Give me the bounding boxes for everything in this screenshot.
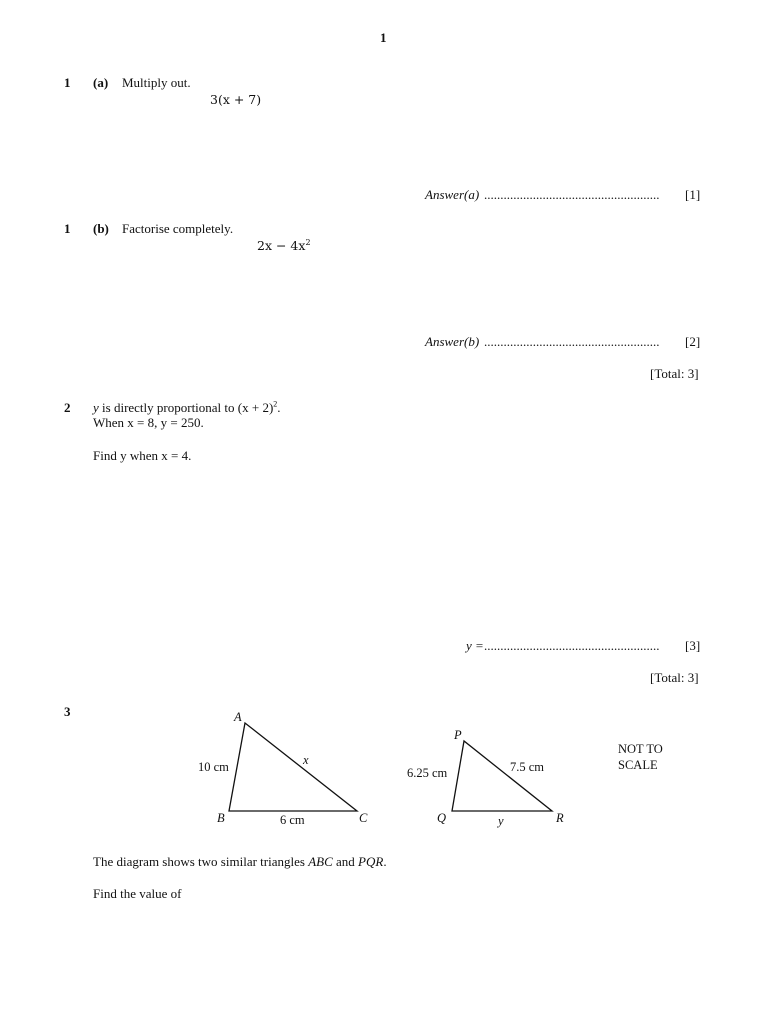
triangle-abc (229, 723, 357, 811)
q1-total: [Total: 3] (650, 366, 699, 381)
q3-statement-pqr: PQR (358, 854, 384, 869)
vertex-r-label: R (556, 811, 564, 825)
q2-var-y: y (93, 400, 99, 415)
vertex-q-label: Q (437, 811, 447, 825)
side-qr-label: y (498, 814, 504, 828)
q1b-expression (257, 237, 311, 253)
vertex-a-label: A (234, 710, 242, 724)
q2-marks: [3] (685, 638, 701, 653)
q1b-expression-exponent: 2 (305, 237, 311, 247)
vertex-c-label: C (359, 811, 368, 825)
question-1-number: 1 (64, 75, 71, 90)
side-ac-label: x (303, 753, 309, 767)
q1a-expression: 3(x + 7) (210, 92, 262, 107)
side-bc-label: 6 cm (280, 813, 305, 827)
q2-line1-end: . (277, 400, 281, 415)
q1b-label: (b) (93, 221, 109, 236)
similar-triangles-diagram (190, 705, 710, 835)
question-1b-number: 1 (64, 221, 71, 236)
q3-statement-start: The diagram shows two similar triangles (93, 854, 309, 869)
q2-line2: When x = 8, y = 250. (93, 415, 204, 430)
q2-line1 (93, 401, 281, 414)
side-pr-label: 7.5 cm (510, 760, 545, 774)
q1a-marks: [1] (685, 187, 701, 202)
q2-line1-exponent: 2 (273, 399, 278, 409)
q3-statement-and: and (332, 854, 359, 869)
q1b-answer-line[interactable]: ...................................................... (484, 334, 660, 349)
q3-statement-abc: ABC (308, 854, 333, 869)
q2-answer-line[interactable]: ...................................................... (484, 638, 660, 653)
vertex-b-label: B (217, 811, 225, 825)
q1a-answer-label: Answer(a) (425, 187, 480, 202)
vertex-p-label: P (454, 728, 462, 742)
q3-find: Find the value of (93, 886, 182, 901)
q1b-expression-base: 2x − 4x (257, 238, 306, 253)
q1b-instruction: Factorise completely. (122, 221, 234, 236)
question-3-number: 3 (64, 704, 71, 719)
q1b-marks: [2] (685, 334, 701, 349)
q3-statement (93, 855, 387, 868)
triangle-pqr (452, 741, 552, 811)
q1a-label: (a) (93, 75, 109, 90)
not-to-scale-line2: SCALE (618, 758, 658, 772)
q2-total: [Total: 3] (650, 670, 699, 685)
side-pq-label: 6.25 cm (407, 766, 448, 780)
q2-line3: Find y when x = 4. (93, 448, 192, 463)
q1a-answer-line[interactable]: ...................................................... (484, 187, 660, 202)
q3-statement-end: . (383, 854, 387, 869)
q1b-answer-label: Answer(b) (425, 334, 480, 349)
page-number: 1 (380, 30, 387, 45)
question-2-number: 2 (64, 400, 71, 415)
not-to-scale-line1: NOT TO (618, 742, 663, 756)
q2-answer-label: y = (466, 638, 484, 653)
q2-line1-text: is directly proportional to (x + 2) (98, 400, 274, 415)
side-ab-label: 10 cm (198, 760, 229, 774)
q1a-instruction: Multiply out. (122, 75, 191, 90)
